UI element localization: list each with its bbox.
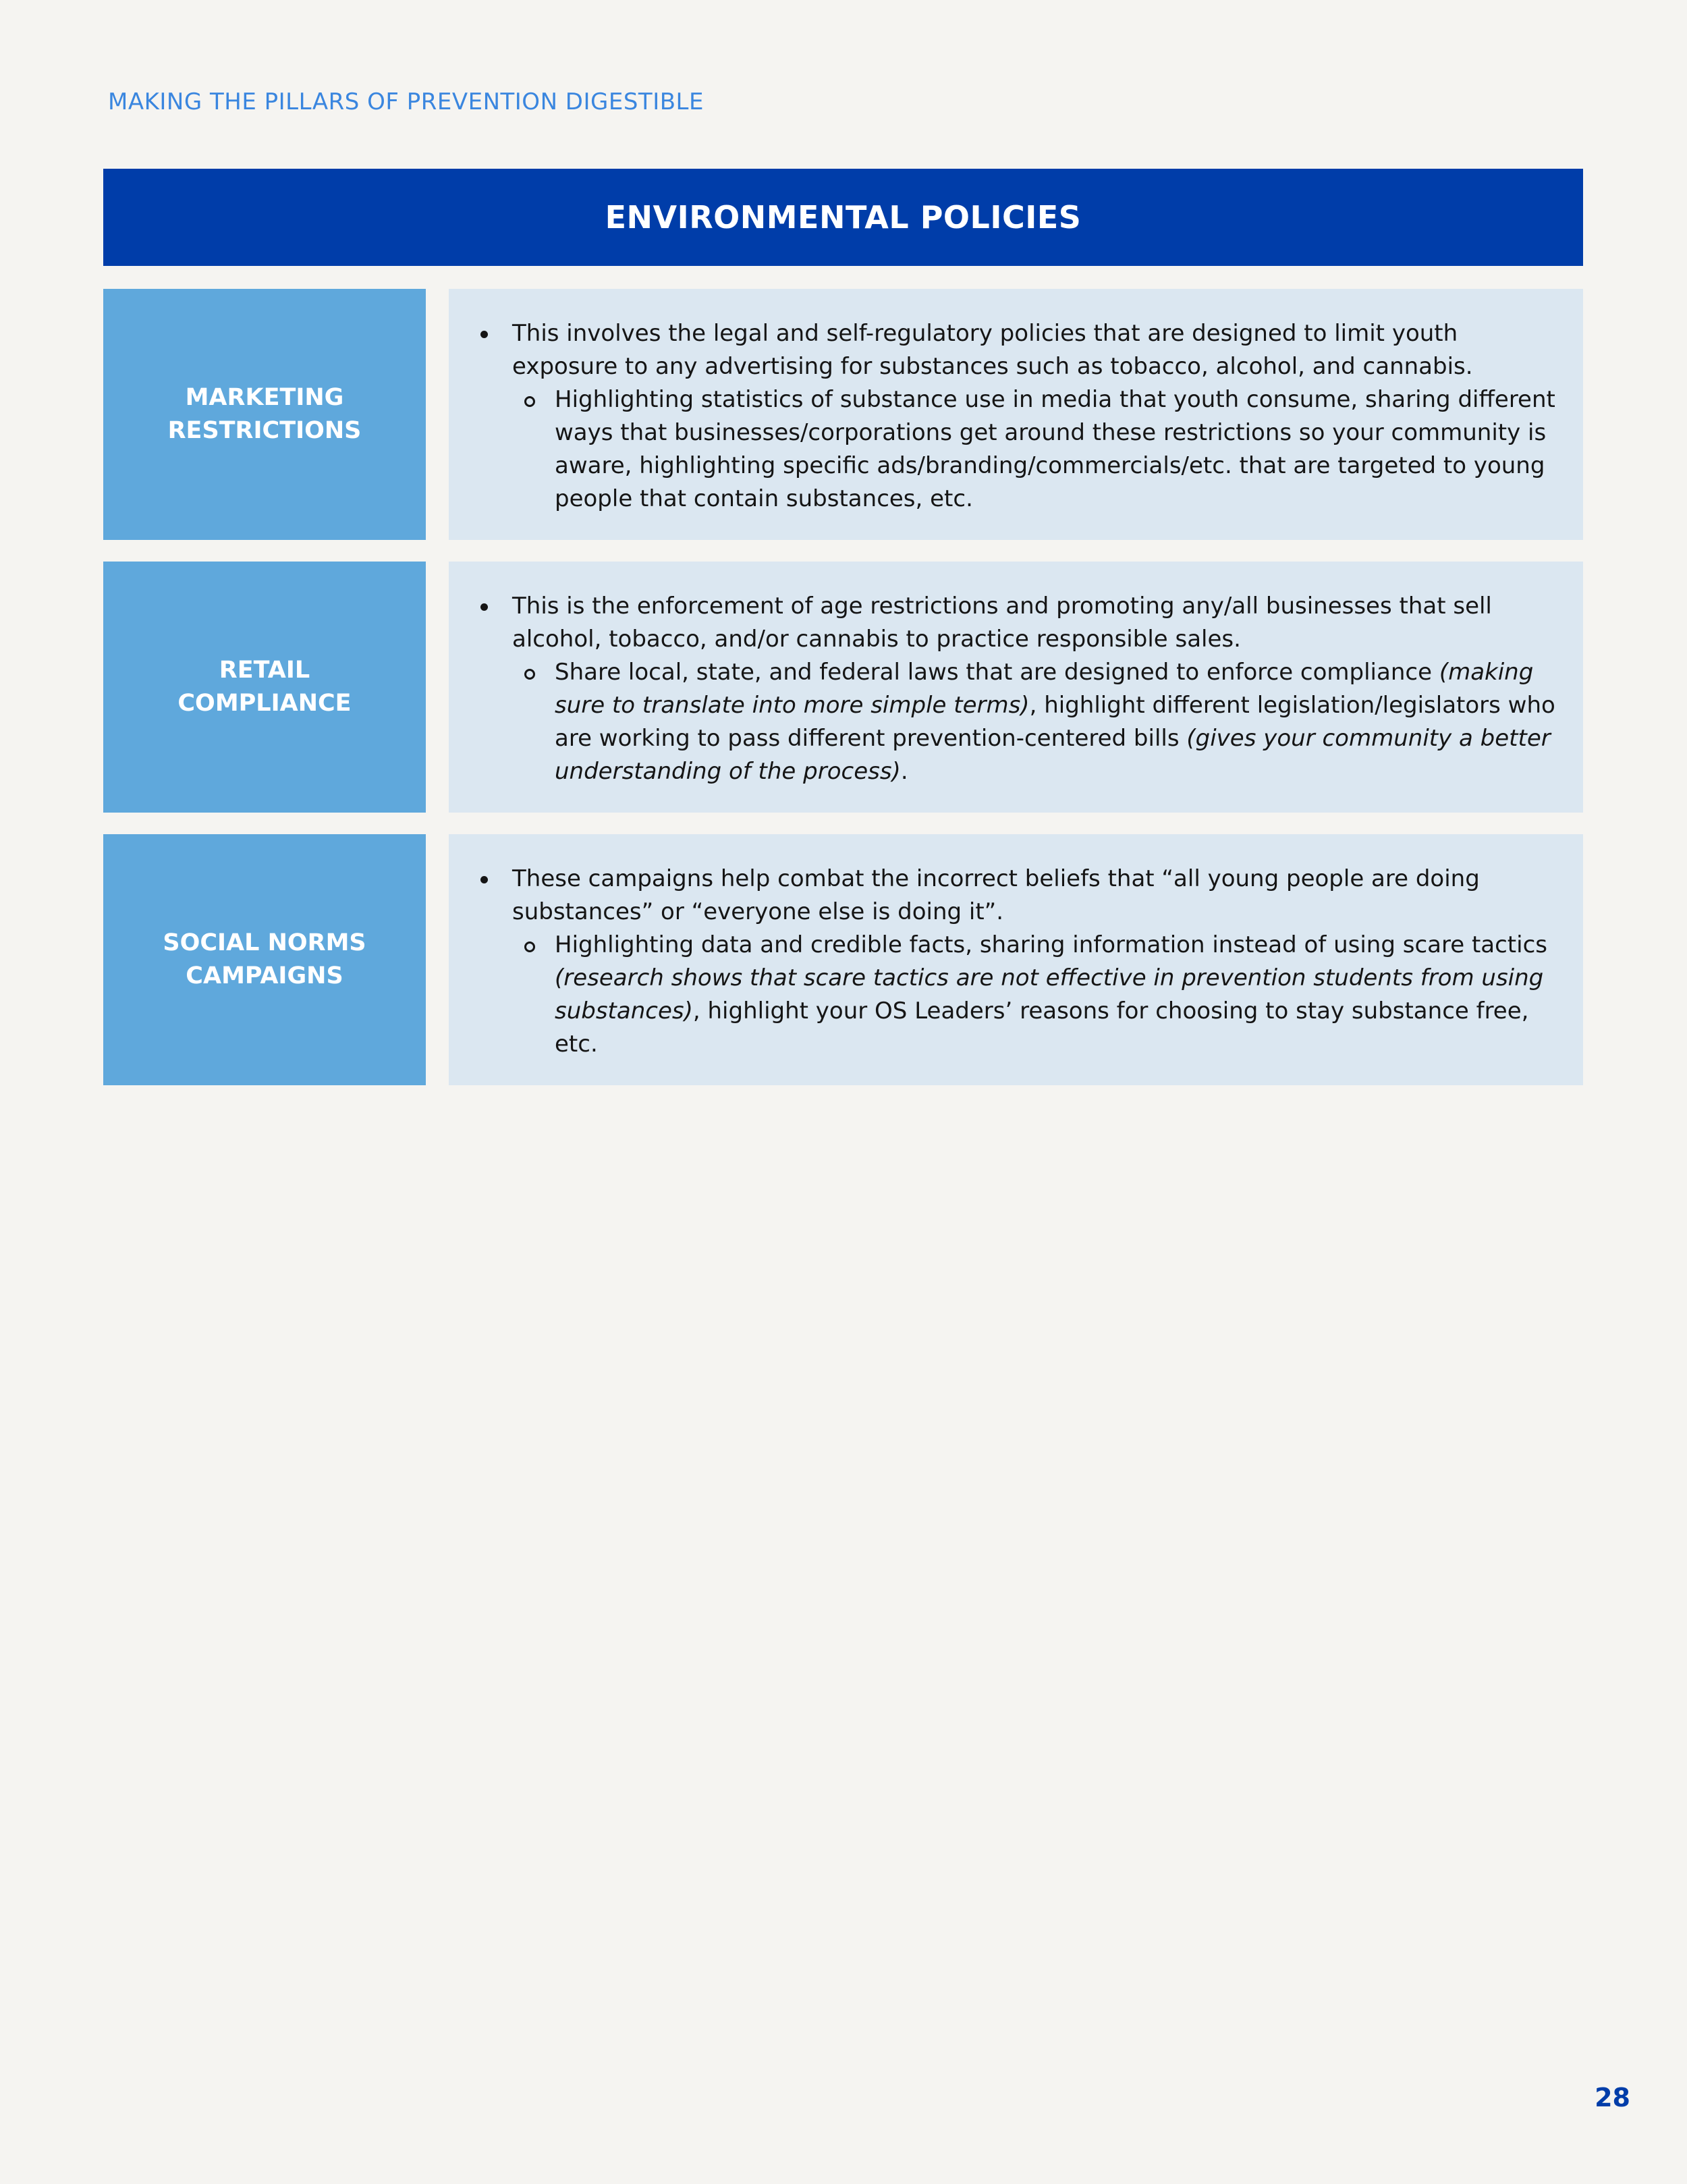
sub-bullet-text: Highlighting data and credible facts, sharing information instead of using scare tactics [555,931,1547,958]
page-number: 28 [1595,2083,1630,2112]
bullet-dot-icon [480,603,488,611]
row-body [449,834,1583,1085]
sub-bullet-item [555,383,1567,516]
row-label-retail-compliance [103,562,426,813]
row-body [449,289,1583,540]
sub-bullet-ring-icon [524,941,535,952]
section-banner [103,169,1583,266]
running-header: MAKING THE PILLARS OF PREVENTION DIGESTIBLE [108,88,704,115]
bullet-dot-icon [480,876,488,883]
policy-row [103,834,1583,1085]
row-label-text: MARKETING RESTRICTIONS [167,384,362,444]
sub-bullet-text: Share local, state, and federal laws that are designed to enforce compliance [555,659,1439,686]
policy-row [103,562,1583,813]
bullet-text: These campaigns help combat the incorrect beliefs that “all young people are doing substances” or “everyone else is doing it”. [512,865,1480,925]
bullet-item [480,590,1567,788]
row-body [449,562,1583,813]
sub-bullet-text: . [900,758,908,785]
sub-bullet-item [555,656,1567,788]
sub-bullet-italic-text: (gives your community a better understanding of the process) [555,725,1551,785]
sub-bullet-item [555,929,1567,1061]
sub-bullet-ring-icon [524,396,535,407]
row-label-marketing-restrictions [103,289,426,540]
row-label-social-norms-campaigns [103,834,426,1085]
policy-row [103,289,1583,540]
sub-bullet-text: , highlight your OS Leaders’ reasons for choosing to stay substance free, etc. [555,998,1529,1058]
sub-bullet-italic-text: (research shows that scare tactics are not effective in prevention students from using substances) [555,964,1544,1025]
bullet-item [480,317,1567,516]
row-label-text: RETAIL COMPLIANCE [177,657,352,717]
sub-bullet-text: , highlight different legislation/legislators who are working to pass different prevention-centered bills [555,692,1555,752]
sub-bullet-ring-icon [524,669,535,680]
section-title: ENVIRONMENTAL POLICIES [605,199,1082,236]
bullet-dot-icon [480,331,488,338]
sub-bullet-italic-text: (making sure to translate into more simple terms) [555,659,1534,719]
bullet-item [480,863,1567,1061]
row-label-text: SOCIAL NORMS CAMPAIGNS [163,929,366,989]
bullet-text: This involves the legal and self-regulatory policies that are designed to limit youth exposure to any advertising for substances such as tobacco, alcohol, and cannabis. [512,320,1473,380]
bullet-text: This is the enforcement of age restrictions and promoting any/all businesses that sell alcohol, tobacco, and/or cannabis to practice responsible sales. [512,593,1492,653]
sub-bullet-text: Highlighting statistics of substance use in media that youth consume, sharing different ways that businesses/corporations get around these restrictions so your community is aware, highlighting specific ads/branding/commercials/etc. that are targeted to young people that contain substances, etc. [555,386,1555,512]
